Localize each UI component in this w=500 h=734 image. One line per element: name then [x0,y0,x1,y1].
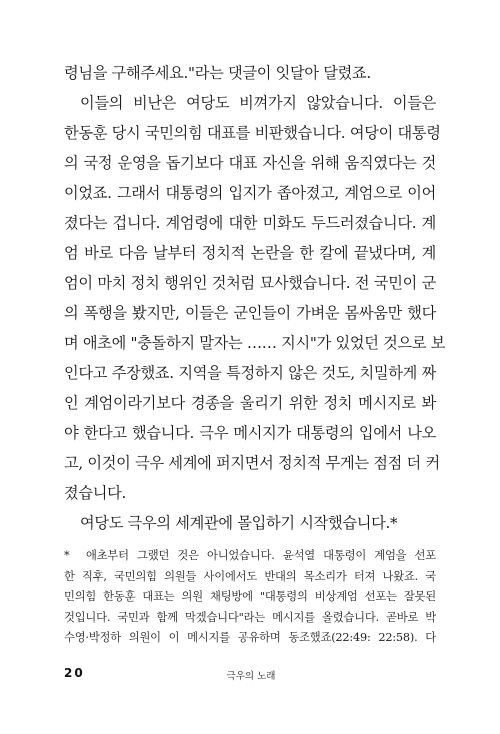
footnote-marker: * [64,549,70,562]
body-text [64,58,446,538]
footnote-line: 것입니다. 국민과 함께 막겠습니다"라는 메시지를 올렸습니다. 곧바로 박 [64,610,436,624]
footnote [64,546,436,649]
text-line: 야 한다고 했습니다. 극우 메시지가 대통령의 입에서 나오 [64,424,436,442]
page-number: 20 [64,666,85,680]
footnote-line: 한 직후, 국민의힘 의원들 사이에서도 반대의 목소리가 터져 나왔죠. 국 [64,569,436,583]
text-line: 한동훈 당시 국민의힘 대표를 비판했습니다. 여당이 대통령 [64,124,441,142]
footnote-line-text: 애초부터 그랬던 것은 아니었습니다. 윤석열 대통령이 계엄을 선포 [86,549,436,562]
footnote-line [64,546,436,567]
text-line: 엄이 마치 정치 행위인 것처럼 묘사했습니다. 전 국민이 군 [64,274,436,292]
text-line: 며 애초에 "충돌하지 말자는 …… 지시"가 있었던 것으로 보 [64,334,446,352]
running-title: 극우의 노래 [226,671,276,682]
footnote-line: 수영·박정하 의원이 이 메시지를 공유하며 동조했죠(22:49: 22:58). 다 [64,631,436,644]
text-line: 이었죠. 그래서 대통령의 입지가 좁아졌고, 계엄으로 이어 [64,184,436,202]
paragraph-first-line: 이들의 비난은 여당도 비껴가지 않았습니다. 이들은 [80,94,436,112]
text-line: 령님을 구해주세요."라는 댓글이 잇달아 달렸죠. [64,64,371,82]
text-line: 졌습니다. [64,484,127,502]
text-line: 졌다는 겁니다. 계엄령에 대한 미화도 두드러졌습니다. 계 [64,214,436,232]
text-line: 의 폭행을 봤지만, 이들은 군인들이 가벼운 몸싸움만 했다 [64,304,436,322]
paragraph-first-line: 여당도 극우의 세계관에 몰입하기 시작했습니다.* [80,514,398,532]
text-line: 인다고 주장했죠. 지역을 특정하지 않은 것도, 치밀하게 짜 [64,364,436,382]
footnote-line: 민의힘 한동훈 대표는 의원 채팅방에 "대통령의 비상계엄 선포는 잘못된 [64,590,436,603]
text-line: 고, 이것이 극우 세계에 퍼지면서 정치적 무게는 점점 더 커 [64,454,440,472]
text-line: 의 국정 운영을 돕기보다 대표 자신을 위해 움직였다는 것 [64,154,436,172]
text-line: 인 계엄이라기보다 경종을 울리기 위한 정치 메시지로 봐 [64,394,436,412]
text-line: 엄 바로 다음 날부터 정치적 논란을 한 칼에 끝냈다며, 계 [64,244,436,262]
